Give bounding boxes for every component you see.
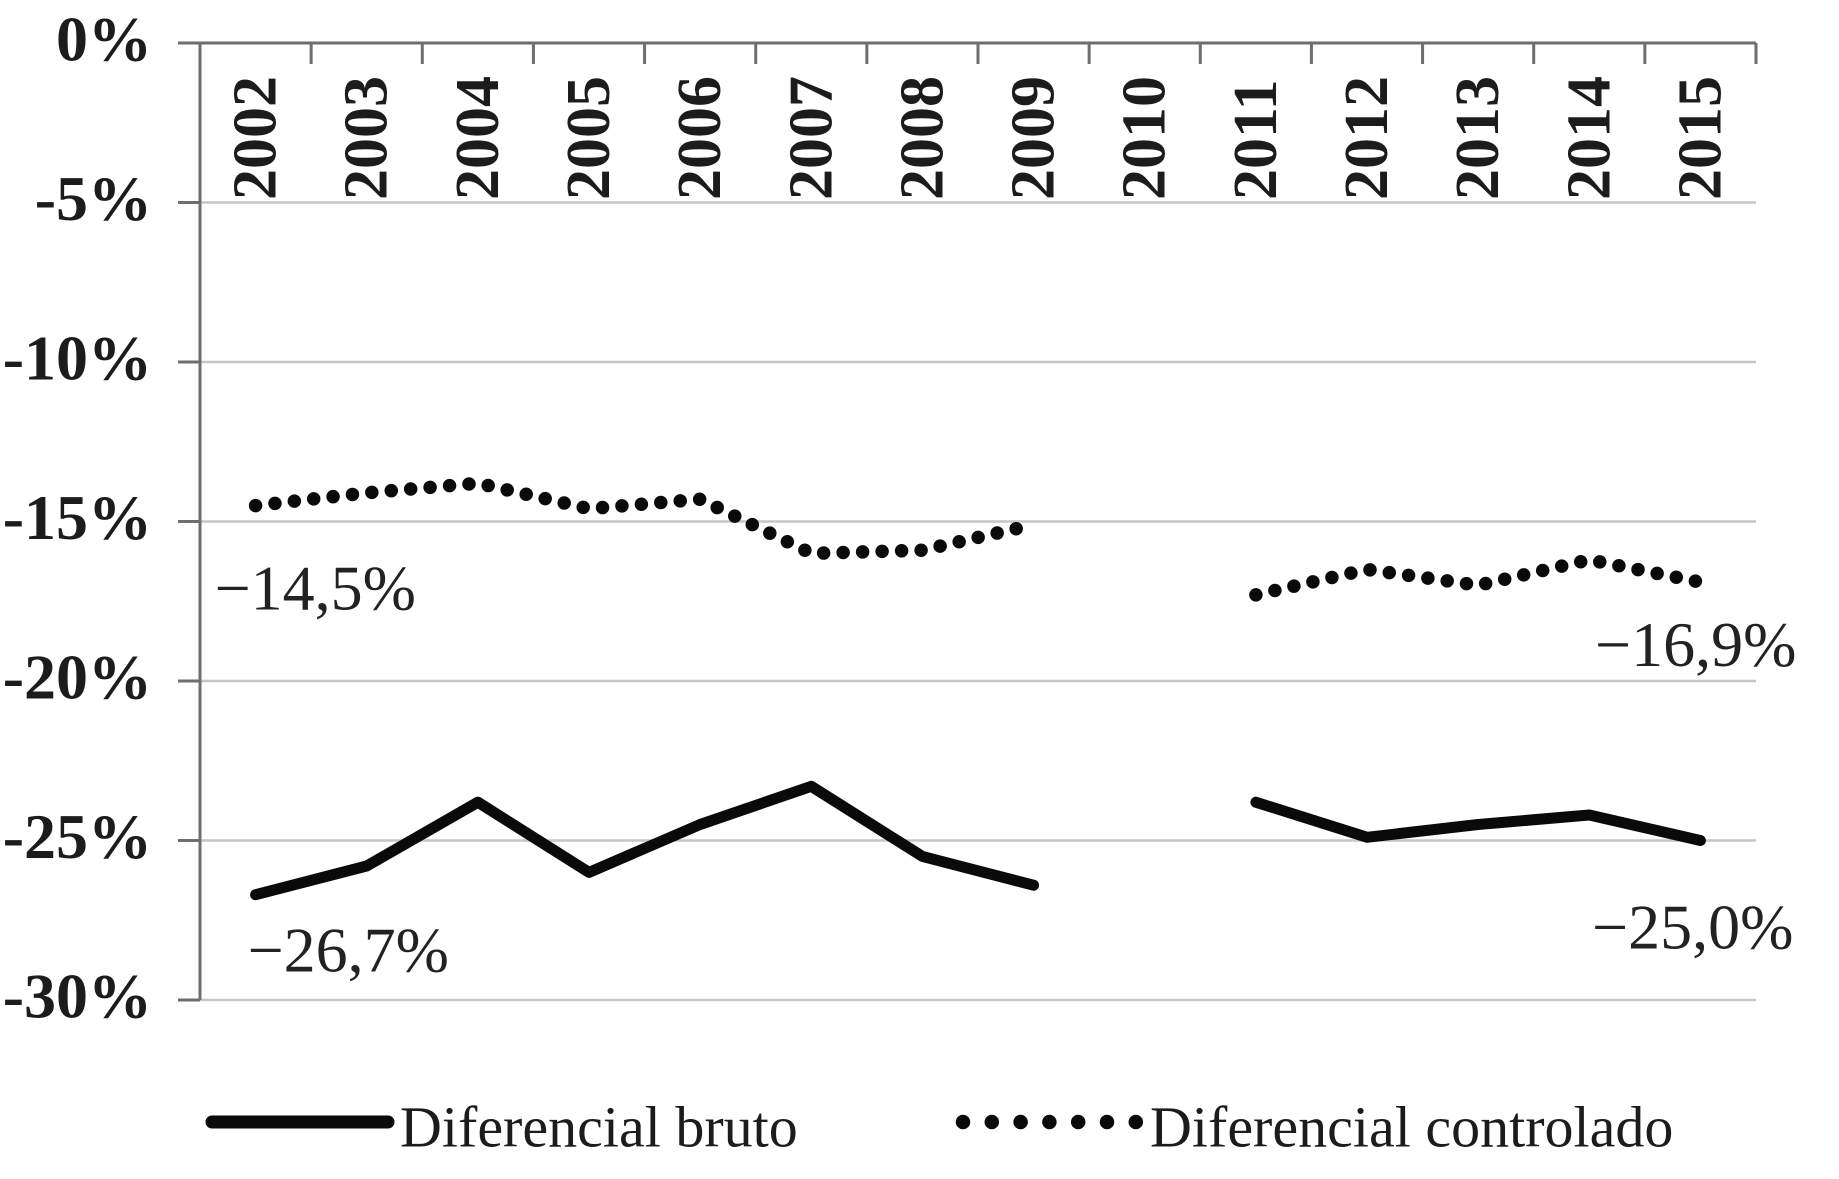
- y-tick-label: 0%: [56, 3, 152, 75]
- legend-label-diferencial-bruto: Diferencial bruto: [400, 1094, 798, 1160]
- annotation-label: −16,9%: [1595, 609, 1797, 681]
- x-tick-label-2003: 2003: [332, 76, 401, 200]
- x-tick-label-2012: 2012: [1333, 76, 1401, 200]
- y-tick-label: -5%: [34, 163, 152, 234]
- annotation-label: −14,5%: [214, 552, 416, 624]
- x-tick-label-2006: 2006: [666, 76, 735, 200]
- y-tick-label: -25%: [2, 801, 152, 872]
- x-tick-label-2015: 2015: [1666, 76, 1735, 200]
- x-tick-label-2010: 2010: [1110, 76, 1179, 200]
- x-tick-label-2005: 2005: [555, 76, 623, 200]
- y-tick-label: -10%: [2, 322, 152, 394]
- legend-label-diferencial-controlado: Diferencial controlado: [1150, 1094, 1674, 1160]
- annotation-label: −26,7%: [247, 914, 449, 986]
- series-line-diferencial-controlado: [1256, 560, 1701, 595]
- series-line-diferencial-controlado: [256, 483, 1034, 553]
- y-tick-label: -30%: [2, 960, 152, 1032]
- y-tick-label: -20%: [2, 641, 152, 713]
- x-tick-label-2008: 2008: [888, 76, 957, 200]
- x-tick-label-2013: 2013: [1444, 76, 1513, 200]
- x-tick-label-2002: 2002: [221, 76, 290, 200]
- annotation-label: −25,0%: [1592, 891, 1794, 963]
- x-tick-label-2009: 2009: [999, 76, 1068, 200]
- x-tick-label-2004: 2004: [443, 75, 512, 200]
- y-tick-label: -15%: [2, 482, 152, 553]
- x-tick-label-2011: 2011: [1221, 79, 1290, 200]
- x-tick-label-2007: 2007: [777, 76, 846, 200]
- series-line-diferencial-bruto: [1256, 802, 1701, 840]
- x-tick-label-2014: 2014: [1555, 76, 1624, 200]
